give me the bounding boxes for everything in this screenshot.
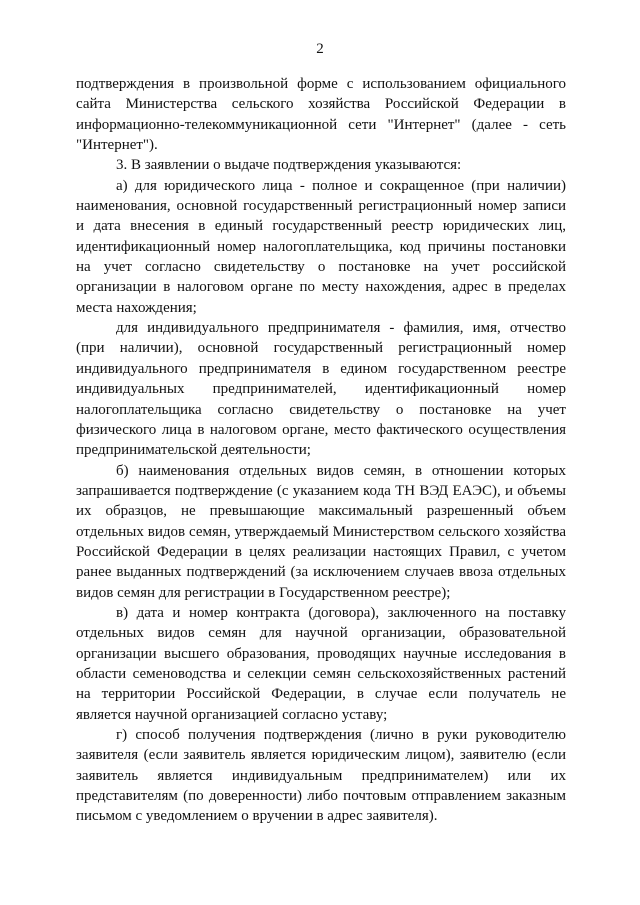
paragraph-item-g: г) способ получения подтверждения (лично в руки руководителю заявителя (если заявитель является юридическим лицом), заявителю (если заявитель является индивидуальным предпринимателем) или их представителям (по доверенности) либо почтовым отправлением заказным письмом с уведомлением о вручении в адрес заявителя).: [76, 727, 566, 825]
paragraph-item-a-legal-entity: а) для юридического лица - полное и сокращенное (при наличии) наименования, основной государственный регистрационный номер записи и дата внесения в единый государственный реестр юридических лиц, идентификационный номер налогоплательщика, код причины постановки на учет согласно свидетельству о постановке на учет российской организации в налоговом органе по месту нахождения, адрес в пределах места нахождения;: [76, 177, 566, 316]
page-number: 2: [316, 41, 324, 57]
paragraph-item-b: б) наименования отдельных видов семян, в отношении которых запрашивается подтверждение (с указанием кода ТН ВЭД ЕАЭС), и объемы их образцов, не превышающие максимальный разрешенный объем отдельных видов семян, утверждаемый Министерством сельского хозяйства Российской Федерации в целях реализации настоящих Правил, с учетом ранее выданных подтверждений (за исключением случаев ввоза отдельных видов семян для регистрации в Государственном реестре);: [76, 462, 566, 601]
document-body: [76, 74, 566, 827]
paragraph-item-3: 3. В заявлении о выдаче подтверждения указываются:: [116, 157, 462, 174]
paragraph-item-a-entrepreneur: для индивидуального предпринимателя - фамилия, имя, отчество (при наличии), основной государственный регистрационный номер индивидуального предпринимателя в едином государственном реестре индивидуальных предпринимателей, идентификационный номер налогоплательщика согласно свидетельству о постановке на учет физического лица в налоговом органе, место фактического осуществления предпринимательской деятельности;: [76, 320, 566, 459]
paragraph-item-v: в) дата и номер контракта (договора), заключенного на поставку отдельных видов семян для научной организации, образовательной организации высшего образования, проводящих научные исследования в области семеноводства и селекции семян сельскохозяйственных растений на территории Российской Федерации, в случае если получатель не является научной организацией согласно уставу;: [76, 604, 566, 723]
paragraph-continuation: подтверждения в произвольной форме с использованием официального сайта Министерства сельского хозяйства Российской Федерации в информационно-телекоммуникационной сети "Интернет" (далее - сеть "Интернет").: [76, 76, 566, 154]
